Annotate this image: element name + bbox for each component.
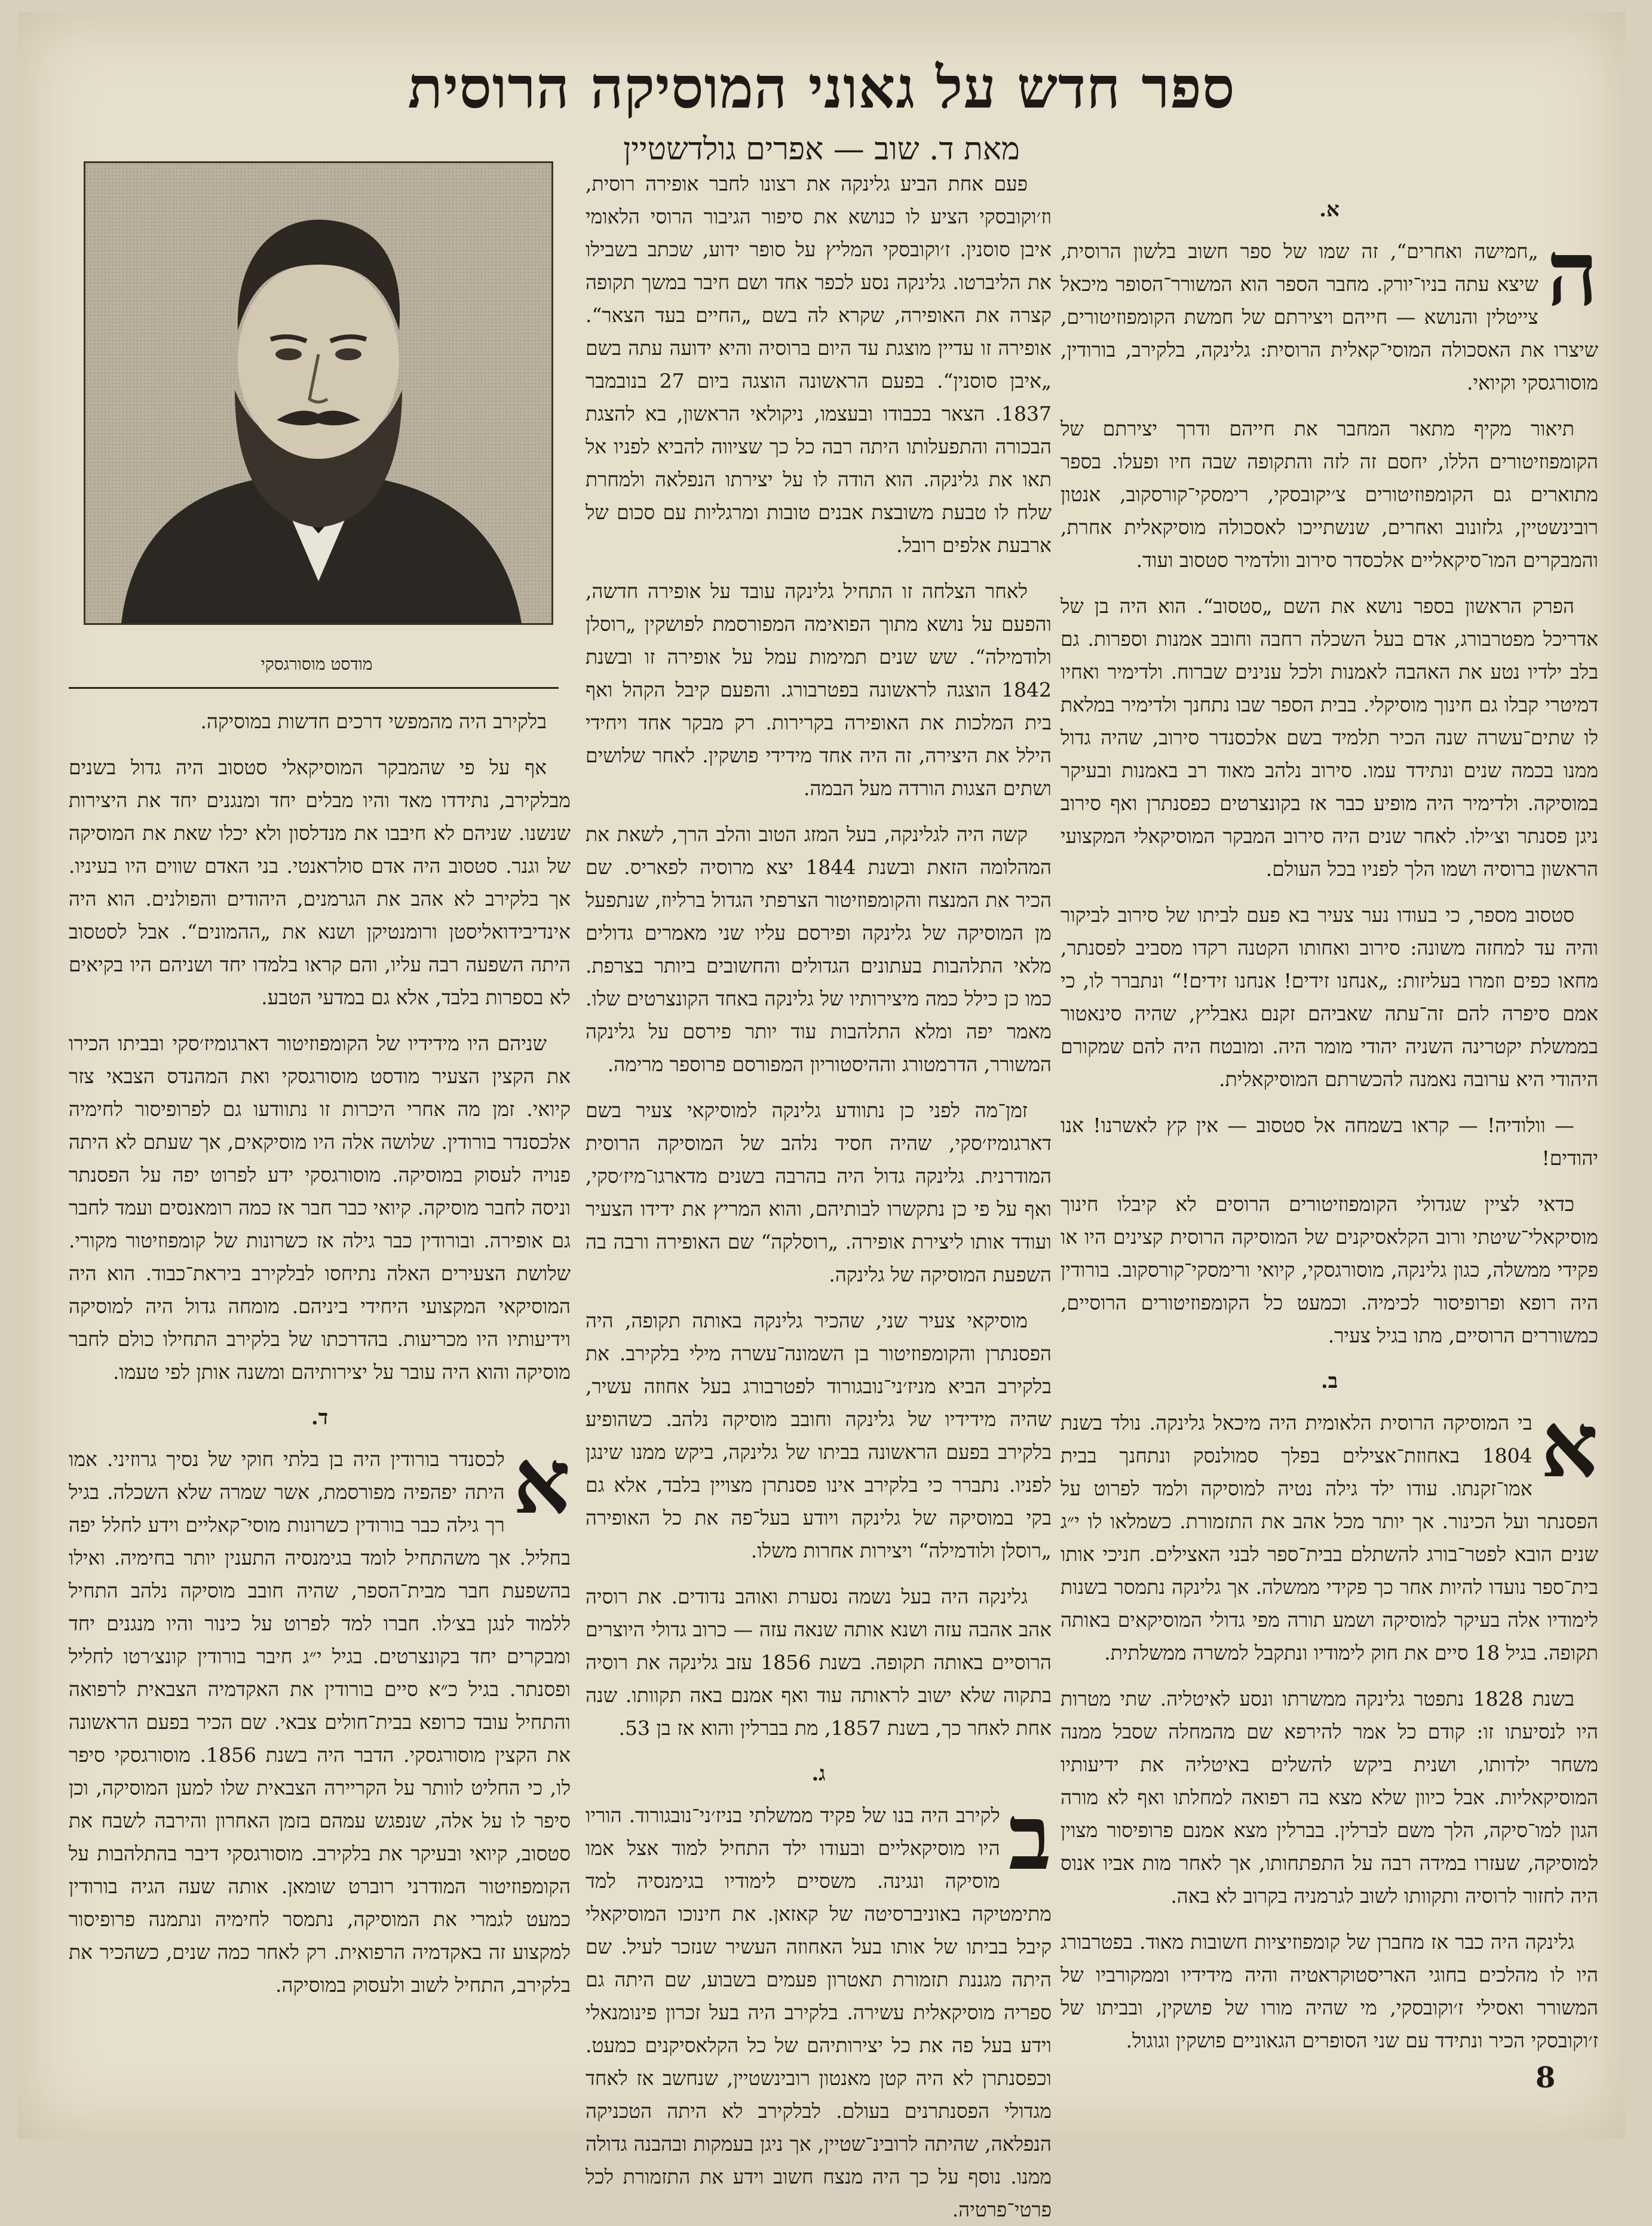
- paragraph: [1061, 221, 1598, 399]
- paragraph-text: לכסנדר בורודין היה בן בלתי חוקי של נסיך גרוזיני. אמו היתה יפהפיה מפורסמת, אשר שמרה שלא השכלה. בגיל רך גילה כבר בורודין כשרונות מוסי־קאליים וידע לחלל יפה בחליל. אך משהתחיל לומד בגימנסיה התענין יותר בחימיה. ואילו בהשפעת חבר מבית־הספר, שהיה חובב מוסיקה נלהב התחיל ללמוד לנגן בצ׳לו. חברו למד לפרוט על כינור והיו מנגנים יחד ומבקרים יחד בקונצרטים. בגיל י״ג חיבר בורודין קונצ׳רטו לחליל ופסנתר. בגיל כ״א סיים בורודין את האקדמיה הצבאית לרפואה והתחיל עובד כרופא בבית־חולים צבאי. שם הכיר בפעם הראשונה את הקצין מוסורגסקי. הדבר היה בשנת 1856. מוסורגסקי סיפר לו, כי החליט לוותר על הקריירה הצבאית שלו למען המוסיקה, וכן סיפר לו על אלה, שנפגש עמהם בזמן האחרון והירבה לשבח את סטסוב, קיואי ובעיקר את בלקירב. מוסורגסקי דיבר בהתלהבות על הקומפוזיטור המודרני רוברט שומאן. אותה שעה הגיה בורודין כמעט לגמרי את המוסיקה, נתמסר לחימיה ונתמנה פרופיסור למקצוע זה באקדמיה הרפואית. רק לאחר כמה שנים, כשהכיר את בלקירב, התחיל לשוב ולעסוק במוסיקה.: [69, 1448, 571, 1997]
- paragraph: קשה היה לגלינקה, בעל המזג הטוב והלב הרך, לשאת את המהלומה הזאת ובשנת 1844 יצא מרוסיה לפאריס. שם הכיר את המנצח והקומפוזיטור הצרפתי הגדול ברליוז, שנתפעל מן המוסיקה של גלינקה ופירסם עליו שני מאמרים גדולים מלאי התלהבות בעתונים הגדולים והחשובים ביותר בצרפת. כמו כן כילל כמה מיצירותיו של גלינקה באחד הקונצרטים שלו. מאמר יפה ומלא התלהבות עוד יותר פירסם על גלינקה המשורר, הדרמטורג וההיסטוריון המפורסם פרוספר מרימה.: [586, 823, 1052, 1076]
- drop-cap: ה: [1546, 221, 1598, 326]
- paragraph: זמן־מה לפני כן נתוודע גלינקה למוסיקאי צעיר בשם דארגומיז׳סקי, שהיה חסיד נלהב של המוסיקה הרוסית המודרנית. גלינקה גדול היה בהרבה בשנים מדארגו־מיז׳סקי, ואף על פי כן נתקשרו לבותיהם, והוא המריץ את ידידו הצעיר ועודד אותו ליצירת אופירה. „רוסלקה“ שם האופירה ורבה בה השפעת המוסיקה של גלינקה.: [586, 1099, 1052, 1286]
- drop-cap: א: [513, 1429, 571, 1534]
- paragraph: גלינקה היה בעל נשמה נסערת ואוהב נדודים. את רוסיה אהב אהבה עזה ושנא אותה שנאה עזה — כרוב גדולי היוצרים הרוסיים באותה תקופה. בשנת 1856 עזב גלינקה את רוסיה בתקוה שלא ישוב לראותה עוד ואף אמנם באה תקוותו. שנה אחת לאחר כך, בשנת 1857, מת בברלין והוא אז בן 53.: [586, 1585, 1052, 1740]
- caption-divider: [69, 687, 559, 689]
- paragraph: אף על פי שהמבקר המוסיקאלי סטסוב היה גדול בשנים מבלקירב, נתידדו מאד והיו מבלים יחד ומנגנים יחד את היצירות שנשנו. שניהם לא חיבבו את מנדלסון ולא יכלו שאת את המוסיקה של וגנר. סטסוב היה אדם סולראנטי. בני האדם שווים היו בעיניו. אך בלקירב לא אהב את הגרמנים, היהודים והפולנים. הוא היה אינדיבידואליסטן ורומנטיקן ושנא את „ההמונים“. אבל לסטסוב היתה השפעה רבה עליו, והם קראו בלמדו יחד ושניהם היו בקיאים לא בספרות בלבד, אלא גם במדעי הטבע.: [69, 756, 571, 1009]
- left-column: [69, 705, 571, 2127]
- middle-column: [586, 167, 1052, 2221]
- right-column: [1061, 185, 1598, 2145]
- page-number: 8: [1535, 2061, 1556, 2095]
- article-byline: מאת ד. שוב — אפרים גולדשטיין: [623, 131, 1020, 167]
- paragraph: הפרק הראשון בספר נושא את השם „סטסוב“. הוא היה בן של אדריכל מפטרבורג, אדם בעל השכלה רחבה וחובב אמנות וספרות. גם בלב ילדיו נטע את האהבה לאמנות ולכל ענינים שברוח. ולדימיר ואחיו דמיטרי קבלו גם חינוך מוסיקלי. בבית הספר שבו נתחנך ולדימיר במלאת לו שתים־עשרה שנה הכיר תלמיד בשם אלכסנדר סירוב, שהיה גדול ממנו בכמה שנים ונתידד עמו. סירוב נלהב מאוד רב באמנות ובעיקר במוסיקה. ולדימיר היה מופיע כבר אז בקונצרטים כפסנתרן ואף סירוב ניגן פסנתר וצ׳ילו. לאחר שנים היה סירוב המבקר המוסיקאלי המקצועי הראשון ברוסיה ושמו הלך לפניו בכל העולם.: [1061, 594, 1598, 881]
- paragraph: סטסוב מספר, כי בעודו נער צעיר בא פעם לביתו של סירוב לביקור והיה עד למחזה משונה: סירוב ואחותו הקטנה רקדו מסביב לפסנתר, מחאו כפים וזמרו בעליזות: „אנחנו זידים! אנחנו זידים!“ ונתברר לו, כי אמם סיפרה להם זה־עתה שאביהם זקנם גאבליץ, שהיה סינאטור בממשלת יקטרינה השניה יהודי מומר היה. ומובטח היה להם שמקורם היהודי היא ערובה נאמנה להכשרתם המוסיקאלית.: [1061, 903, 1598, 1091]
- paragraph: גלינקה היה כבר אז מחברן של קומפוזיציות חשובות מאוד. בפטרבורג היו לו מהלכים בחוגי האריסטוקראטיה והיה מידידיו וממקורביו של המשורר ואסילי ז׳וקובסקי, מי שהיה מורו של פושקין, ובביתו של ז׳וקובסקי הכיר ונתידד עם שני הסופרים הגאוניים פושקין וגוגול.: [1061, 1930, 1598, 2052]
- paragraph: תיאור מקיף מתאר המחבר את חייהם ודרך יצירתם של הקומפוזיטורים הללו, יחסם זה לזה והתקופה שבה חיו ופעלו. בספר מתוארים גם הקומפוזיטורים צ׳יקובסקי, רימסקי־קורסקוב, אנטון רובינשטיין, גלזונוב ואחרים, שנשתייכו לאסכולה מוסיקאלית אחרת, והמבקרים המו־סיקאליים אלכסדר סירוב וולדמיר סטסוב ועוד.: [1061, 417, 1598, 572]
- paragraph: בשנת 1828 נתפטר גלינקה ממשרתו ונסע לאיטליה. שתי מטרות היו לנסיעתו זו: קודם כל אמר להירפא שם מהמחלה שסבל ממנה משחר ילדותו, ושנית ביקש להשלים באיטליה את ידיעותיו המוסיקאליות. אבל כיוון שלא מצא בה רפואה למחלתו ואף לא מורה הגון למו־סיקה, הלך משם לברלין. בברלין מצא אמנם פרופיסור מצוין למוסיקה, שעזרו במידה רבה על התפתחותו, אך לאחר מות אביו אנוס היה לחזור לרוסיה ותקוותו לשוב לגרמניה בקרוב לא באה.: [1061, 1687, 1598, 1908]
- paragraph: שניהם היו מידידיו של הקומפוזיטור דארגומיז׳סקי ובביתו הכירו את הקצין הצעיר מודסט מוסורגסקי ואת המהנדס הצבאי צזר קיואי. זמן מה אחרי היכרות זו נתוודעו גם לפרופיסור לחימיה אלכסנדר בורודין. שלושה אלה היו מוסיקאים, אך שעתם לא היתה פנויה לעסוק במוסיקה. מוסורגסקי ידע לפרוט יפה על הפסנתר וניסה לחבר מוסיקה. קיואי כבר חבר אז כמה רומאנסים ועמד לחבר גם אופירה. ובורודין כבר גילה אז כשרונות של קומפוזיטור מקורי. שלושת הצעירים האלה נתיחסו לבלקירב ביראת־כבוד. הוא היה המוסיקאי המקצועי היחידי ביניהם. מומחה גדול היה למוסיקה וידיעותיו היו מכריעות. בהדרכתו של בלקירב התחילו כולם לחבר מוסיקה והוא היה עובר על יצירותיהם ומשנה אותן לפי טעמו.: [69, 1032, 571, 1384]
- paragraph: [69, 1429, 571, 2001]
- paragraph: מוסיקאי צעיר שני, שהכיר גלינקה באותה תקופה, היה הפסנתרן והקומפוזיטור בן השמונה־עשרה מילי בלקירב. את בלקירב הביא מניז׳ני־נובגורוד לפטרבורג בעל אחוזה עשיר, שהיה מידידיו של גלינקה וחובב מוסיקה נלהב. כשהופיע בלקירב בפעם הראשונה בביתו של גלינקה, ביקש ממנו שינגן לפניו. נתברר כי בלקירב אינו פסנתרן מצויין בלבד, אלא גם בקי במוסיקה של גלינקה ויודע בעל־פה את כל האופירה „רוסלן ולודמילה“ ויצירות אחרות משלו.: [586, 1309, 1052, 1562]
- paragraph: כדאי לציין שגדולי הקומפוזיטורים הרוסים לא קיבלו חינוך מוסיקאלי־שיטתי ורוב הקלאסיקנים של המוסיקה הרוסית קצינים היו או פקידי ממשלה, כגון גלינקה, מוסורגסקי, קיואי ורימסקי־קורסקוב. בורודין היה רופא ופרופיסור לכימיה. וכמעט כל הקומפוזיטורים הרוסיים, כמשוררים הרוסיים, מתו בגיל צעיר.: [1061, 1192, 1598, 1347]
- paragraph-text: לקירב היה בנו של פקיד ממשלתי בניז׳ני־נובגורוד. הוריו היו מוסיקאליים ובעודו ילד התחיל למוד אצל אמו מוסיקה ונגינה. משסיים לימודיו בגימנסיה למד מתימטיקה באוניברסיטה של קאזאן. את חינוכו המוסיקאלי קיבל בביתו של אותו בעל האחוזה העשיר שנזכר לעיל. שם היתה מגננת תזמורת תאטרון פעמים בשבוע, שם היתה גם ספריה מוסיקאלית עשירה. בלקירב היה בעל זכרון פינומנאלי וידע בעל פה את כל יצירותיהם של כל הקלאסיקנים כמעט. וכפסנתרן לא היה קטן מאנטון רובינשטיין, שנחשב אז לאחד מגדולי הפסנתרנים בעולם. לבלקירב לא היתה הטכניקה הנפלאה, שהיתה לרובינ־שטיין, אך ניגן בעמקות ובהבנה גדולה ממנו. נוסף על כך היה מנצח חשוב וידע את התזמורת לכל פרטי־פרטיה.: [586, 1804, 1052, 2221]
- newspaper-page: [18, 12, 1625, 2221]
- paragraph: — וולודיה! — קראו בשמחה אל סטסוב — אין קץ לאשרנו! אנו יהודים!: [1061, 1114, 1598, 1170]
- drop-cap: א: [1540, 1393, 1598, 1498]
- paragraph: [1061, 1393, 1598, 1669]
- portrait-caption: מודסט מוסורגסקי: [260, 654, 373, 674]
- paragraph: [586, 1785, 1052, 2226]
- section-marker-c: ג.: [811, 1762, 826, 1786]
- section-marker-b: ב.: [1320, 1369, 1338, 1393]
- paragraph: לאחר הצלחה זו התחיל גלינקה עובד על אופירה חדשה, והפעם על נושא מתוך הפואימה המפורסמת לפושקין „רוסלן ולודמילה“. שש שנים תמימות עמל על אופירה זו ובשנת 1842 הוצגה לראשונה בפטרבורג. והפעם קיבל הקהל ואף בית המלכות את האופירה בקרירות. רק מבקר אחד ויחידי הילל את היצירה, זה היה אחד מידידי פושקין. לאחר שלושים ושתים הצגות הורדה מעל הבמה.: [586, 580, 1052, 800]
- paragraph: פעם אחת הביע גלינקה את רצונו לחבר אופירה רוסית, וז׳וקובסקי הציע לו כנושא את סיפור הגיבור הרוסי הלאומי איבן סוסנין. ז׳וקובסקי המליץ על סופר ידוע, שכתב בשבילו את הליברטו. גלינקה נסע לכפר אחד ושם חיבר במשך תקופה קצרה את האופירה, שקרא לה בשם „החיים בעד הצאר“. אופירה זו עדיין מוצגת עד היום ברוסיה והיא ידועה עתה בשם „איבן סוסנין“. בפעם הראשונה הוצגה ביום 27 בנובמבר 1837. הצאר בכבודו ובעצמו, ניקולאי הראשון, בא להצגת הבכורה והתפעלותו היתה רבה כל כך שציווה להביא לפניו אל תאו את גלינקה. הוא הודה לו על יצירתו הנפלאה ולמחרת שלח לו טבעת משובצת אבנים טובות ומרגליות עם סכום של ארבעת אלפים רובל.: [586, 172, 1052, 557]
- portrait-illustration: [85, 163, 551, 623]
- portrait-photo: [84, 161, 553, 625]
- drop-cap: ב: [1008, 1785, 1052, 1890]
- paragraph-text: בי המוסיקה הרוסית הלאומית היה מיכאל גלינקה. נולד בשנת 1804 באחוזת־אצילים בפלך סמולנסק ונתחנך בבית אמו־זקנתו. עודו ילד גילה נטיה למוסיקה ולמד לפרוט על הפסנתר ועל הכינור. אך יותר מכל אהב את התזמורת. כשמלאו לו י״ג שנים הובא לפטר־בורג להשתלם בבית־ספר לבני האצילים. חניכי אותו בית־ספר נועדו להיות אחר כך פקידי ממשלה. אך גלינקה נתמסר בשנות לימודיו אלה בעיקר למוסיקה ושמע תורה מפי גדולי המוסיקאים באותה תקופה. בגיל 18 סיים את חוק לימודיו ונתקבל למשרה ממשלתית.: [1061, 1411, 1598, 1664]
- paragraph: בלקירב היה מהמפשי דרכים חדשות במוסיקה.: [200, 710, 547, 733]
- section-marker-a: א.: [1319, 198, 1340, 222]
- article-title: ספר חדש על גאוני המוסיקה הרוסית: [407, 54, 1236, 121]
- section-marker-d: ד.: [311, 1406, 329, 1430]
- paragraph-text: „חמישה ואחרים“, זה שמו של ספר חשוב בלשון הרוסית, שיצא עתה בניו־יורק. מחבר הספר הוא המשורר־הסופר מיכאל צייטלין והנושא — חייהם ויצירתם של חמשת הקומפוזיטורים, שיצרו את האסכולה המוסי־קאלית הרוסית: גלינקה, בלקירב, בורודין, מוסורגסקי וקיואי.: [1061, 240, 1598, 394]
